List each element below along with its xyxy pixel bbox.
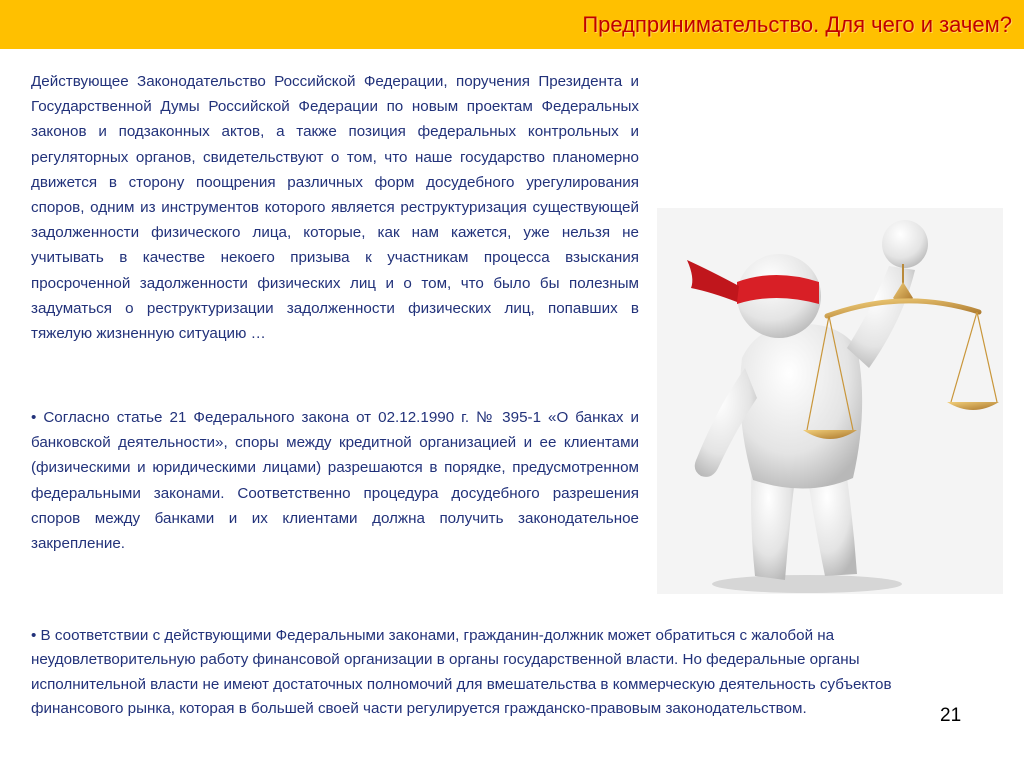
illustration bbox=[657, 208, 1003, 594]
right-arm bbox=[847, 266, 915, 368]
floor-shadow bbox=[712, 575, 902, 593]
slide-title: Предпринимательство. Для чего и зачем? bbox=[582, 12, 1012, 37]
raised-fist bbox=[882, 220, 928, 268]
page-number: 21 bbox=[940, 705, 962, 726]
paragraph-bank-law: • Согласно статье 21 Федерального закона от 02.12.1990 г. № 395-1 «О банках и банковской деятельности», споры между кредитной организацией и ее клиентами (физическими и юридическими лицами) разрешаются в порядке, предусмотренном федеральными законами. Соответственно процедура досудебного разрешения споров между банками и их клиентами должна получить законодательное закрепление. bbox=[31, 409, 639, 553]
paragraph-complaint: • В соответствии с действующими Федеральными законами, гражданин-должник может обратиться с жалобой на неудовлетворительную работу финансовой организации в органы государственной власти. Но федеральные органы исполнительной власти не имеют достаточных полномочий для вмешательства в коммерческую деятельность субъектов финансового рынка, которая в большей своей части регулируется гражданско-правовым законодательством. bbox=[31, 627, 892, 718]
blindfold-tail bbox=[687, 260, 739, 302]
torso bbox=[740, 324, 862, 489]
justice-figure-icon bbox=[657, 208, 1003, 594]
paragraph-legislation: Действующее Законодательство Российской Федерации, поручения Президента и Государственной Думы Российской Федерации по новым проектам Федеральных законов и подзаконных актов, а также позиция федеральных контрольных и регуляторных органов, свидетельствуют о том, что наше государство планомерно движется в сторону поощрения различных форм досудебного урегулирования споров, одним из инструментов которого является реструктуризация существующей задолженности физического лица, которые, как нам кажется, уже нельзя не учитывать в качестве некоего призыва к участникам процесса взыскания просроченной задолженности физических лиц и о том, что было бы полезным задуматься о реструктуризации задолженности физических лиц, попавших в тяжелую жизненную ситуацию … bbox=[31, 73, 639, 343]
